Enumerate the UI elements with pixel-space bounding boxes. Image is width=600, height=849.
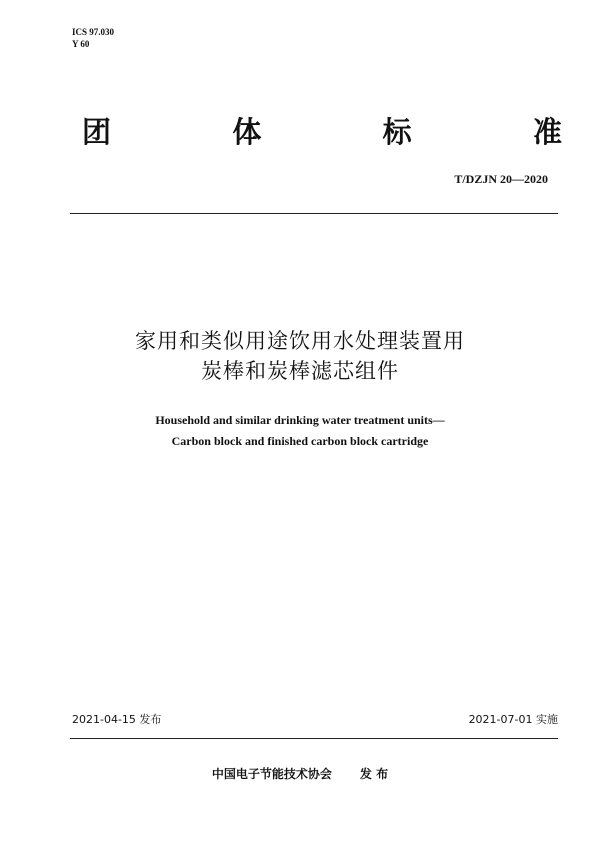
- standard-code: T/DZJN 20—2020: [454, 172, 548, 186]
- issuer-line: [0, 765, 600, 783]
- bottom-divider: [70, 738, 558, 739]
- standard-type-char: 标: [382, 115, 412, 149]
- issuer-action: 发 布: [359, 767, 389, 781]
- standard-type-char: 团: [82, 115, 112, 149]
- ccs-code: Y 60: [72, 39, 90, 49]
- date-row: [72, 712, 558, 728]
- issuer-name: 中国电子节能技术协会: [211, 767, 332, 781]
- english-title-line: Carbon block and finished carbon block cartridge: [171, 434, 429, 448]
- publish-date: 2021-04-15 发布: [72, 713, 162, 726]
- chinese-title-line: 家用和类似用途饮用水处理装置用: [135, 329, 465, 353]
- english-title-line: Household and similar drinking water treatment units—: [155, 413, 445, 427]
- top-divider: [70, 213, 558, 214]
- english-title: [0, 410, 600, 452]
- classification-codes: [72, 26, 114, 50]
- implement-date: 2021-07-01 实施: [468, 713, 558, 726]
- chinese-title: [0, 326, 600, 386]
- standard-type-heading: [82, 112, 562, 152]
- standard-type-char: 准: [532, 115, 562, 149]
- ics-code: ICS 97.030: [72, 27, 115, 37]
- standard-type-char: 体: [232, 115, 262, 149]
- chinese-title-line: 炭棒和炭棒滤芯组件: [201, 359, 399, 383]
